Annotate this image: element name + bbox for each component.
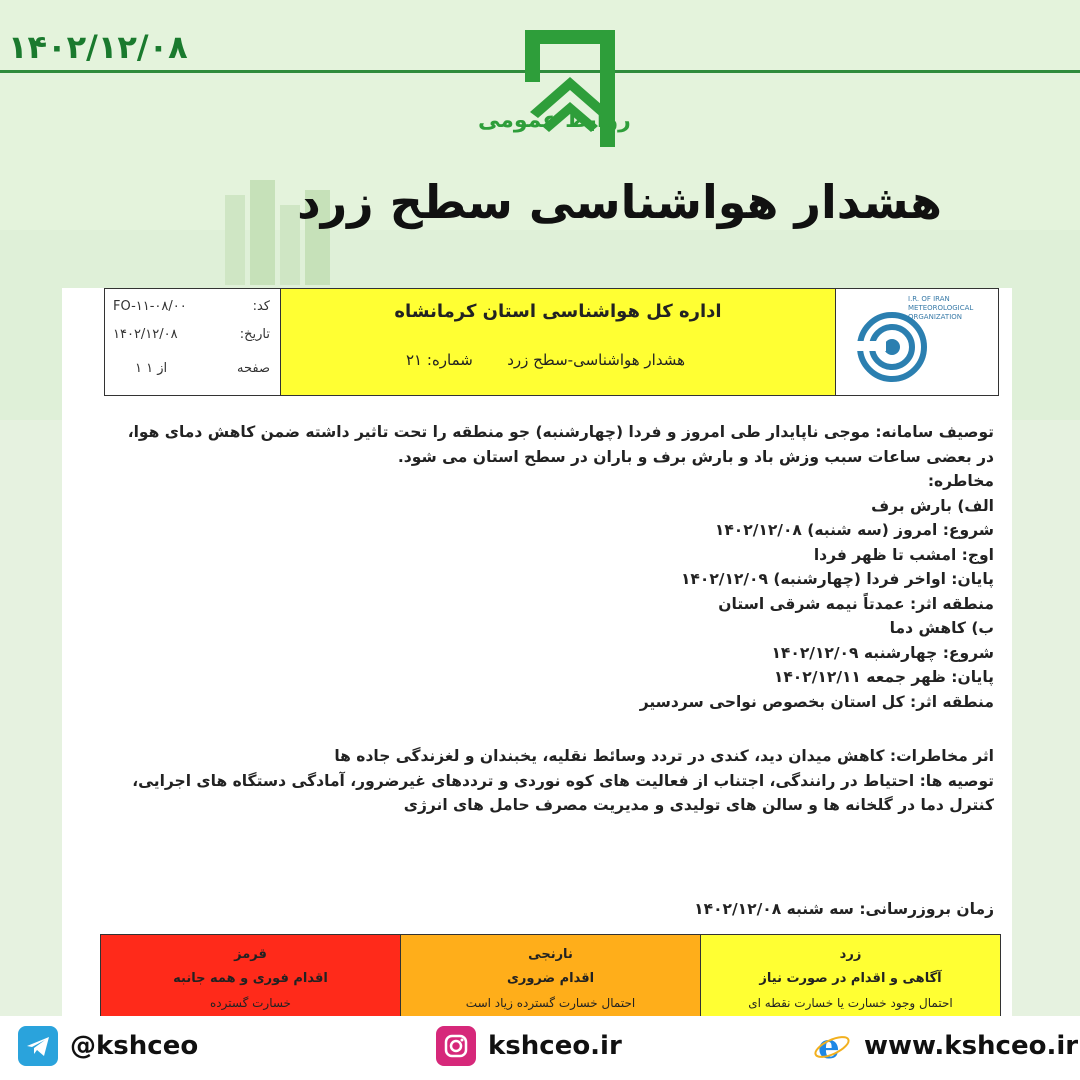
level-name: زرد <box>839 947 862 962</box>
date-value: ۱۴۰۲/۱۲/۰۸ <box>113 327 178 342</box>
level-action: اقدام فوری و همه جانبه <box>173 971 328 986</box>
footer-bar <box>0 1016 1080 1080</box>
page-value: ۱ از ۱ <box>135 361 168 376</box>
browser-icon <box>812 1026 852 1066</box>
body-line: ب) کاهش دما <box>889 619 994 637</box>
level-action: اقدام ضروری <box>506 971 595 986</box>
headline: هشدار هواشناسی سطح زرد <box>297 175 942 229</box>
office-title: اداره کل هواشناسی استان کرمانشاه <box>394 301 722 322</box>
warning-subtitle: هشدار هواشناسی-سطح زرد <box>507 351 685 369</box>
logo-text: روابط عمومی <box>478 108 631 133</box>
code-label: کد: <box>252 299 270 314</box>
top-date: ۱۴۰۲/۱۲/۰۸ <box>8 28 188 66</box>
level-red <box>101 935 400 1020</box>
level-desc: احتمال خسارت گسترده زیاد است <box>465 996 636 1010</box>
meteorological-org-icon <box>856 311 928 383</box>
org-name: I.R. OF IRAN METEOROLOGICAL ORGANIZATION <box>908 295 974 321</box>
body-line: مخاطره: <box>927 472 994 490</box>
website-link[interactable] <box>812 1026 1078 1066</box>
body-line: در بعضی ساعات سبب وزش باد و بارش برف و باران در سطح استان می شود. <box>397 447 994 466</box>
body-line: توصیه ها: احتیاط در رانندگی، اجتناب از فعالیت های کوه نوردی و ترددهای غیرضرور، آمادگی دستگاه های اجرایی، <box>132 771 994 790</box>
telegram-link[interactable] <box>18 1026 198 1066</box>
warning-levels-table <box>100 934 1001 1020</box>
instagram-handle: kshceo.ir <box>488 1031 622 1061</box>
body-line: توصیف سامانه: موجی ناپایدار طی امروز و فردا (چهارشنبه) جو منطقه را تحت تاثیر داشته ضمن کاهش دمای هوا، <box>127 423 994 441</box>
page-label: صفحه <box>237 361 270 376</box>
title-cell <box>280 289 835 395</box>
instagram-link[interactable] <box>436 1026 622 1066</box>
body-line: اوج: امشب تا ظهر فردا <box>813 545 994 564</box>
body-line: منطقه اثر: کل استان بخصوص نواحی سردسیر <box>639 692 994 711</box>
body-line: الف) بارش برف <box>871 496 994 515</box>
warning-document <box>62 288 1012 1020</box>
telegram-handle: @kshceo <box>70 1031 199 1061</box>
body-line: شروع: امروز (سه شنبه) ۱۴۰۲/۱۲/۰۸ <box>714 521 994 539</box>
level-desc: خسارت گسترده <box>210 996 291 1010</box>
level-desc: احتمال وجود خسارت یا خسارت نقطه ای <box>748 996 953 1010</box>
level-name: نارنجی <box>528 947 573 962</box>
body-line: شروع: چهارشنبه ۱۴۰۲/۱۲/۰۹ <box>771 643 994 662</box>
level-action: آگاهی و اقدام در صورت نیاز <box>759 971 942 986</box>
public-relations-logo <box>470 22 640 172</box>
body-line: منطقه اثر: عمدتاً نیمه شرقی استان <box>718 594 994 613</box>
code-value: FO-۱۱-۰۸/۰۰ <box>113 299 187 314</box>
body-line: پایان: اواخر فردا (چهارشنبه) ۱۴۰۲/۱۲/۰۹ <box>680 570 994 588</box>
website-url: www.kshceo.ir <box>864 1031 1079 1061</box>
level-orange <box>400 935 700 1020</box>
warning-number: شماره: ۲۱ <box>406 351 473 369</box>
level-name: قرمز <box>234 947 267 962</box>
org-logo-cell <box>835 289 998 395</box>
svg-text:e: e <box>818 1027 840 1066</box>
level-yellow <box>700 935 1000 1020</box>
body-line: اثر مخاطرات: کاهش میدان دید، کندی در تردد وسائط نقلیه، یخبندان و لغزندگی جاده ها <box>334 747 994 765</box>
body-line: کنترل دما در گلخانه ها و سالن های تولیدی و مدیریت مصرف حامل های انرژی <box>403 796 994 814</box>
body-line: پایان: ظهر جمعه ۱۴۰۲/۱۲/۱۱ <box>773 668 994 686</box>
telegram-icon <box>18 1026 58 1066</box>
warning-body <box>72 420 994 818</box>
document-header <box>104 288 999 396</box>
date-label: تاریخ: <box>239 327 270 342</box>
update-time: زمان بروزرسانی: سه شنبه ۱۴۰۲/۱۲/۰۸ <box>694 900 994 918</box>
instagram-icon <box>436 1026 476 1066</box>
meta-cell <box>105 289 280 395</box>
